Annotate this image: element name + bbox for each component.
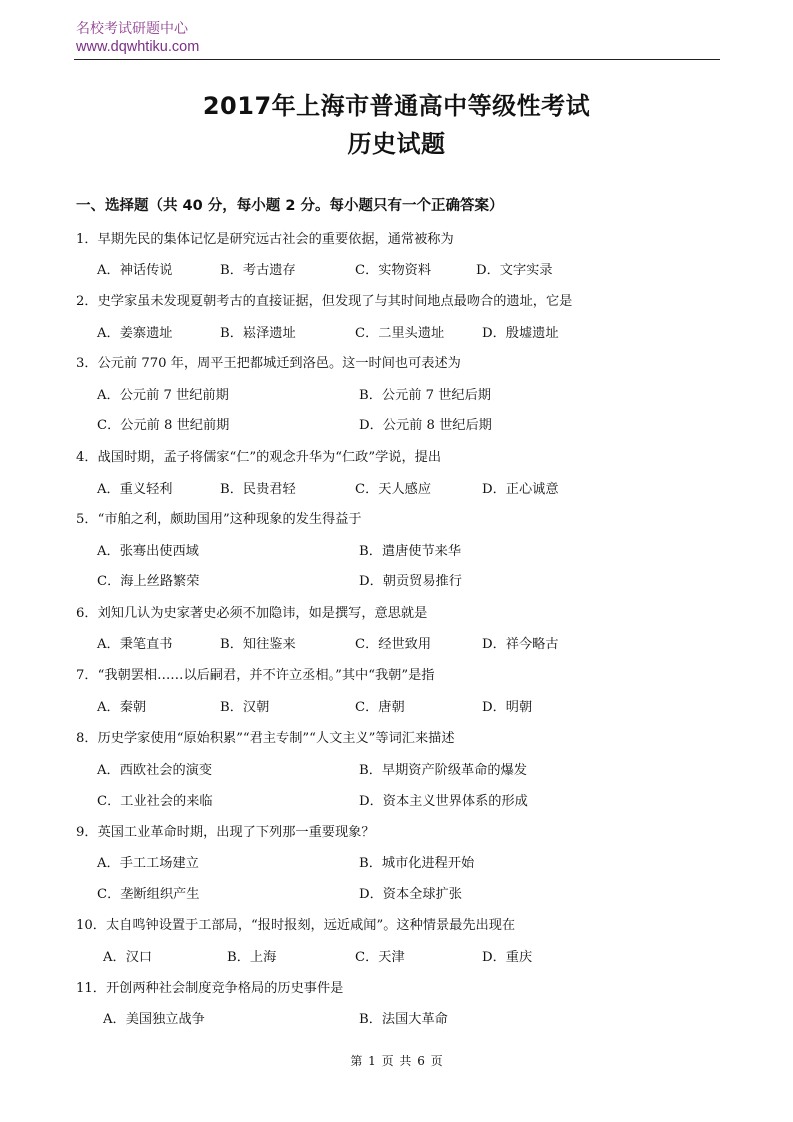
question-7: 7．“我朝罢相……以后嗣君，并不许立丞相。”其中“我朝”是指 bbox=[76, 668, 435, 683]
q4-option-c[interactable]: C．天人感应 bbox=[355, 482, 432, 497]
q9-option-c[interactable]: C．垄断组织产生 bbox=[97, 887, 200, 902]
question-2: 2．史学家虽未发现夏朝考古的直接证据，但发现了与其时间地点最吻合的遗址，它是 bbox=[76, 294, 573, 309]
q1-option-d[interactable]: D．文字实录 bbox=[476, 263, 553, 278]
q5-option-a[interactable]: A．张骞出使西域 bbox=[97, 544, 199, 559]
question-6: 6．刘知几认为史家著史必须不加隐讳，如是撰写，意思就是 bbox=[76, 606, 428, 621]
question-10: 10．太自鸣钟设置于工部局，“报时报刻，远近咸闻”。这种情景最先出现在 bbox=[76, 918, 516, 933]
question-9: 9．英国工业革命时期，出现了下列那一重要现象？ bbox=[76, 825, 375, 840]
q1-option-c[interactable]: C．实物资料 bbox=[355, 263, 432, 278]
q7-option-c[interactable]: C．唐朝 bbox=[355, 700, 405, 715]
q6-option-c[interactable]: C．经世致用 bbox=[355, 637, 432, 652]
site-url[interactable]: www.dqwhtiku.com bbox=[76, 39, 200, 55]
header-divider bbox=[74, 59, 720, 60]
q8-option-a[interactable]: A．西欧社会的演变 bbox=[97, 763, 213, 778]
q3-option-c[interactable]: C．公元前 8 世纪前期 bbox=[97, 418, 230, 433]
question-5: 5．“市舶之利，颇助国用”这种现象的发生得益于 bbox=[76, 512, 362, 527]
q6-option-d[interactable]: D．祥今略古 bbox=[482, 637, 559, 652]
q5-option-b[interactable]: B．遣唐使节来华 bbox=[359, 544, 462, 559]
exam-subtitle: 历史试题 bbox=[347, 130, 446, 158]
q2-option-b[interactable]: B．崧泽遗址 bbox=[220, 326, 296, 341]
section-heading: 一、选择题（共 40 分，每小题 2 分。每小题只有一个正确答案） bbox=[76, 198, 504, 214]
q8-option-b[interactable]: B．早期资产阶级革命的爆发 bbox=[359, 763, 527, 778]
q6-option-b[interactable]: B．知往鉴来 bbox=[220, 637, 296, 652]
q1-option-a[interactable]: A．神话传说 bbox=[97, 263, 173, 278]
q4-option-b[interactable]: B．民贵君轻 bbox=[220, 482, 296, 497]
question-1: 1．早期先民的集体记忆是研究远古社会的重要依据，通常被称为 bbox=[76, 232, 454, 247]
q9-option-d[interactable]: D．资本全球扩张 bbox=[359, 887, 462, 902]
q7-option-b[interactable]: B．汉朝 bbox=[220, 700, 270, 715]
exam-title: 2017年上海市普通高中等级性考试 bbox=[202, 92, 591, 120]
q2-option-a[interactable]: A．姜寨遗址 bbox=[97, 326, 173, 341]
q11-option-a[interactable]: A．美国独立战争 bbox=[103, 1012, 205, 1027]
q10-option-d[interactable]: D．重庆 bbox=[482, 950, 533, 965]
q7-option-a[interactable]: A．秦朝 bbox=[97, 700, 147, 715]
q9-option-b[interactable]: B．城市化进程开始 bbox=[359, 856, 475, 871]
question-8: 8．历史学家使用“原始积累”“君主专制”“人文主义”等词汇来描述 bbox=[76, 731, 455, 746]
q4-option-d[interactable]: D．正心诚意 bbox=[482, 482, 559, 497]
q2-option-c[interactable]: C．二里头遗址 bbox=[355, 326, 445, 341]
q8-option-d[interactable]: D．资本主义世界体系的形成 bbox=[359, 794, 528, 809]
page-number: 第 1 页 共 6 页 bbox=[350, 1054, 443, 1068]
q9-option-a[interactable]: A．手工工场建立 bbox=[97, 856, 199, 871]
q10-option-a[interactable]: A．汉口 bbox=[103, 950, 153, 965]
site-header bbox=[76, 20, 199, 56]
q3-option-b[interactable]: B．公元前 7 世纪后期 bbox=[359, 388, 491, 403]
q5-option-d[interactable]: D．朝贡贸易推行 bbox=[359, 574, 462, 589]
q5-option-c[interactable]: C．海上丝路繁荣 bbox=[97, 574, 200, 589]
q10-option-b[interactable]: B．上海 bbox=[227, 950, 277, 965]
question-4: 4．战国时期，孟子将儒家“仁”的观念升华为“仁政”学说，提出 bbox=[76, 450, 442, 465]
q6-option-a[interactable]: A．秉笔直书 bbox=[97, 637, 173, 652]
q3-option-a[interactable]: A．公元前 7 世纪前期 bbox=[97, 388, 229, 403]
q11-option-b[interactable]: B．法国大革命 bbox=[359, 1012, 448, 1027]
q2-option-d[interactable]: D．殷墟遗址 bbox=[482, 326, 559, 341]
q10-option-c[interactable]: C．天津 bbox=[355, 950, 405, 965]
q3-option-d[interactable]: D．公元前 8 世纪后期 bbox=[359, 418, 492, 433]
q4-option-a[interactable]: A．重义轻利 bbox=[97, 482, 173, 497]
question-11: 11．开创两种社会制度竞争格局的历史事件是 bbox=[76, 981, 344, 996]
q8-option-c[interactable]: C．工业社会的来临 bbox=[97, 794, 213, 809]
q1-option-b[interactable]: B．考古遗存 bbox=[220, 263, 296, 278]
question-3: 3．公元前 770 年，周平王把都城迁到洛邑。这一时间也可表述为 bbox=[76, 356, 461, 371]
site-name: 名校考试研题中心 bbox=[76, 21, 188, 37]
q7-option-d[interactable]: D．明朝 bbox=[482, 700, 533, 715]
